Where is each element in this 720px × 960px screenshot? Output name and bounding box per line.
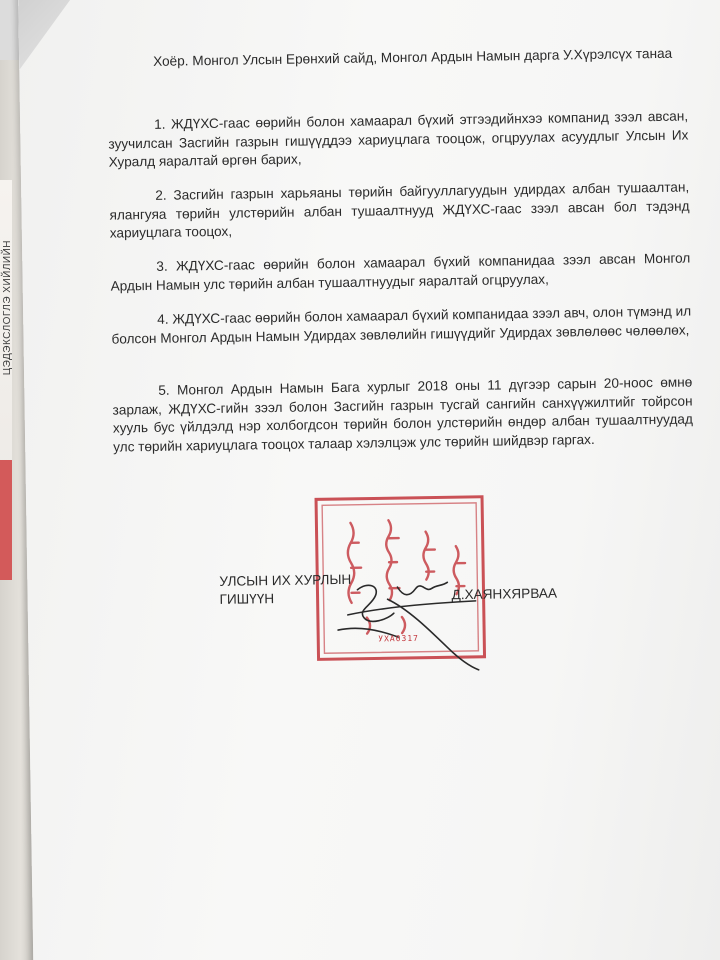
list-item-1-text: 1. ЖДҮХС-гаас өөрийн болон хамаарал бүхий этгээдийнхээ компанид зээл авсан, зуучилсан Засгийн газрын гишүүддээ хариуцлага тооцож, огцруулах асуудлыг Улсын Их Хуралд яаралтай өргөн барих, xyxy=(108,108,689,170)
list-item-2 xyxy=(109,178,690,243)
document-sheet xyxy=(18,0,720,960)
background-paper-label: ЦЭДЭКСЛОГЛЭ ХИЙЛИЙН xyxy=(2,240,13,376)
intro-text: Хоёр. Монгол Улсын Ерөнхий сайд, Монгол Ардын Намын дарга У.Хүрэлсүх танаа xyxy=(153,45,673,69)
list-item-5-text: 5. Монгол Ардын Намын Бага хурлыг 2018 оны 11 дүгээр сарын 20-ноос өмнө зарлаж, ЖДҮХС-гийн зээл болон Засгийн газрын тусгай сангийн санхүүжилтийг тойрсон хууль бус үйлдэлд нэр холбогдсон төрийн болон улстөрийн өндөр албан тушаалтнуудад улс төрийн хариуцлага тооцох талаар хэлэлцэж улс төрийн шийдвэр гаргах. xyxy=(112,374,693,455)
intro-paragraph xyxy=(107,44,687,72)
folded-corner xyxy=(18,0,79,70)
list-item-3 xyxy=(110,249,691,295)
stamp-code: УХА0317 xyxy=(378,633,420,644)
background-red-band xyxy=(0,460,12,580)
list-item-2-text: 2. Засгийн газрын харьяаны төрийн байгууллагуудын удирдах албан тушаалтан, ялангуяа төрийн улстөрийн албан тушаалтнууд ЖДҮХС-гаас зээл авсан бол тэдэнд хариуцлага тооцох, xyxy=(109,179,690,241)
list-item-4-text: 4. ЖДҮХС-гаас өөрийн болон хамаарал бүхий компанидаа зээл авч, олон түмэнд ил болсон Монгол Ардын Намын Удирдах зөвлөлийн гишүүдийг Удирдах зөвлөлөөс чөлөөлөх, xyxy=(111,303,692,347)
signer-title-line1: УЛСЫН ИХ ХУРЛЫН xyxy=(219,571,352,589)
list-item-4 xyxy=(111,302,692,348)
list-item-1 xyxy=(108,107,689,172)
handwritten-signature xyxy=(327,558,489,680)
list-item-3-text: 3. ЖДҮХС-гаас өөрийн болон хамаарал бүхий компанидаа зээл авсан Монгол Ардын Намын улс төрийн албан тушаалтнуудыг яаралтай огцруулах, xyxy=(110,250,691,294)
signer-title xyxy=(219,571,352,609)
signer-name: Д.ХАЯНХЯРВАА xyxy=(451,585,558,603)
signer-title-line2: ГИШҮҮН xyxy=(219,591,275,607)
list-item-5 xyxy=(112,373,693,456)
